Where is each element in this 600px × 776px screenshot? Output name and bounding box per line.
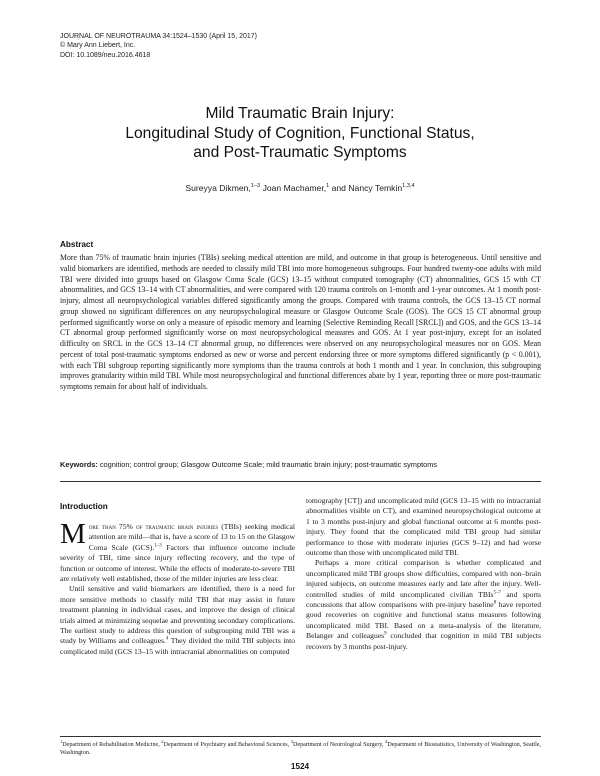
author-affiliation: 1,3,4 (402, 183, 415, 190)
affil-text: Department of Psychiatry and Behavioral Sciences, (163, 742, 291, 748)
paragraph-text: Until sensitive and valid biomarkers are identified, there is a need for more sensitive methods to classify mild TBI that may assist in future treatment planning in individual cases, and improve the design of clinical trials aimed at minimizing sequelae and preventing secondary complications. The earliest study to address this question of subgrouping mild TBI was a study by Williams and colleagues. (60, 584, 295, 646)
affil-marker: 1 (60, 738, 63, 744)
title-line: Longitudinal Study of Cognition, Functional Status, (125, 124, 475, 142)
citation-sup: 4 (165, 636, 169, 642)
doi-line: DOI: 10.1089/neu.2016.4618 (60, 51, 151, 59)
affil-text: Department of Neurological Surgery, (292, 742, 386, 748)
author-name: and Nancy Temkin (331, 183, 403, 193)
author-name: Sureyya Dikmen, (185, 183, 251, 193)
body-column-right (306, 496, 541, 652)
title-line: and Post-Traumatic Symptoms (193, 144, 407, 161)
page-number: 1524 (290, 762, 310, 771)
paragraph-text: Perhaps a more critical comparison is whether complicated and uncomplicated mild TBI groups show difficulties, compared with non–brain injured subjects, on outcome measures early and late after the injury. Well-controlled studies of mild uncomplicated civilian TBIs (306, 558, 541, 599)
paragraph-text: (TBIs) seeking medical attention are mild—that is, have a score of 13 to 15 on the Glasgow Coma Scale (GCS). (88, 522, 296, 552)
paragraph (60, 518, 296, 584)
paragraph-text: They divided the mild TBI subjects into complicated mild (GCS 13–15 with intracranial abnormalities on computed (60, 636, 296, 656)
citation-sup: 9 (384, 631, 387, 637)
paragraph (306, 558, 541, 652)
paragraph-text: and sports concussions that allow comparisons with pre-injury baseline (306, 589, 542, 610)
paragraph-text: concluded that cognition in mild TBI subjects recovers by 3 months post-injury. (306, 631, 541, 651)
paragraph-text: have reported good recoveries on cognitive and functional status measures following uncomplicated mild TBI. Based on a meta-analysis of the literature, Belanger and colleagues (306, 600, 541, 641)
affil-marker: 3 (290, 738, 293, 744)
copyright-line: © Mary Ann Liebert, Inc. (60, 42, 136, 50)
abstract-text: More than 75% of traumatic brain injuries (TBIs) seeking medical attention are mild, and outcome in that group is heterogeneous. Until sensitive and valid biomarkers are identified, methods are needed to classify mild TBI into more homogeneous subgroups. Four hundred twenty-one adults with mild TBI were divided into groups based on Glasgow Coma Scale (GCS) 13–15 without computed tomography (CT) abnormalities, GCS 15 with CT abnormalities, and GCS 13–14 with CT abnormalities, and were compared with 120 trauma controls on 1-month and 1-year outcomes. At 1 month post-injury, almost all neuropsychological variables differed significantly among the groups. Compared with trauma controls, the GCS 13–15 CT normal group showed no significant differences on any neuropsychological measure or Glasgow Outcome Scale (GOS). The GCS 15 CT abnormal group performed significantly worse on only a measure of episodic memory and learning (Selective Reminding Recall [SRCL]) and GOS, and the GCS 13–14 CT abnormal group performed significantly worse on most neuropsychological measures and GOS. At 1 year post-injury, except for an isolated difficulty on SRCL in the GCS 13–14 CT abnormal group, no differences were observed on any neuropsychological measures nor on GOS. Mean percent of total post-traumatic symptoms endorsed as new or worse and percent endorsing three or more symptoms differed significantly (p < 0.001), with each TBI subgroup reporting significantly more symptoms than the trauma controls at both 1 month and 1 year. In conclusion, this subgrouping improves granularity within mild TBI. While most neuropsychological and functional differences abate by 1 year, reporting three or more post-traumatic symptoms remain for about half of individuals. (60, 253, 541, 391)
affiliations-footnote (60, 738, 541, 757)
keywords (60, 460, 541, 469)
abstract-heading: Abstract (60, 240, 94, 249)
footnote-divider (60, 736, 541, 737)
keywords-label: Keywords: (60, 460, 98, 469)
affil-text: Department of Biostatistics, University of Washington, Seattle, Washington. (60, 742, 541, 757)
keywords-text: cognition; control group; Glasgow Outcome Scale; mild traumatic brain injury; post-traumatic symptoms (99, 460, 438, 469)
citation-sup: 1–3 (154, 543, 162, 549)
article-title (60, 104, 540, 163)
author-list (60, 183, 540, 193)
drop-cap: M (60, 518, 86, 550)
author-name: Joan Machamer, (262, 183, 327, 193)
paragraph (60, 584, 295, 657)
journal-header (60, 32, 257, 60)
affil-marker: 4 (385, 738, 388, 744)
paragraph: tomography [CT]) and uncomplicated mild (GCS 13–15 with no intracranial abnormalities visible on CT), and examined neuropsychological outcome at 1 to 3 months post-injury and global functional outcome at 6 months post-injury. They found that the complicated mild TBI group had similar performance to those with moderate injuries (GCS 9–12) and had worse outcome than those with uncomplicated mild TBI. (306, 496, 541, 558)
author-affiliation: 1 (326, 183, 330, 190)
journal-citation: JOURNAL OF NEUROTRAUMA 34:1524–1530 (April 15, 2017) (60, 33, 257, 40)
author-affiliation: 1–3 (250, 183, 261, 190)
title-line: Mild Traumatic Brain Injury: (205, 105, 395, 122)
lead-in-smallcaps: ore than 75% of traumatic brain injuries (88, 522, 219, 531)
section-divider (60, 481, 541, 482)
paragraph-text: Factors that influence outcome include severity of TBI, time since injury reflecting recovery, and the type of function or outcome of interest. While the effects of moderate-to-severe TBI are relatively well established, those of the milder injuries are less clear. (60, 542, 296, 584)
introduction-heading: Introduction (60, 502, 108, 511)
affil-marker: 2 (161, 738, 164, 744)
body-column-left (60, 518, 296, 657)
citation-sup: 5–7 (493, 590, 501, 596)
citation-sup: 8 (493, 600, 497, 606)
affil-text: Department of Rehabilitation Medicine, (62, 742, 162, 748)
